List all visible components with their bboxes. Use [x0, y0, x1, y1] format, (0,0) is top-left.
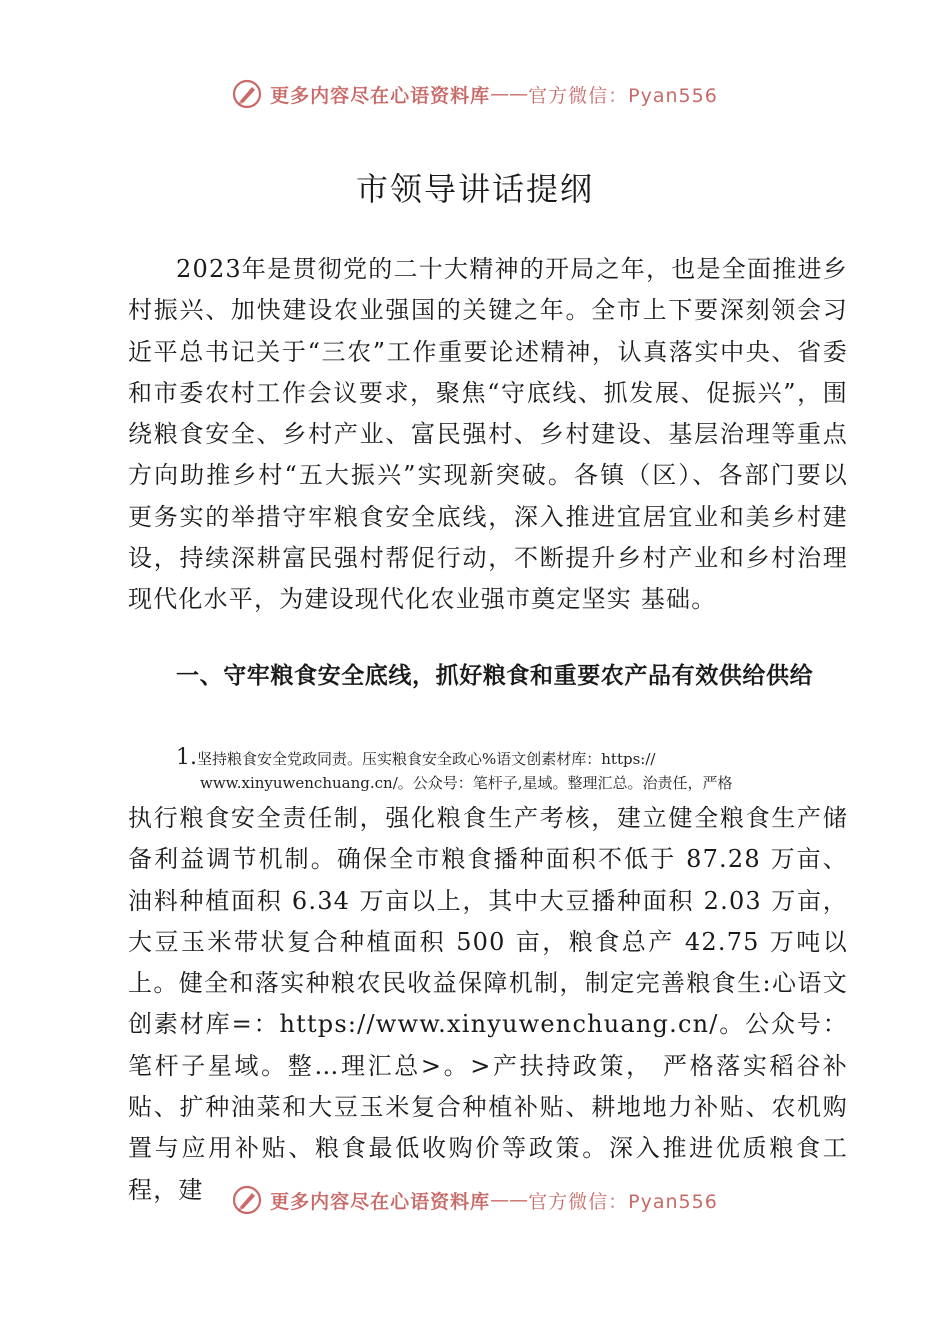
banner-text: 更多内容尽在心语资料库: [270, 84, 491, 107]
banner-separator: ——: [490, 83, 529, 105]
body-paragraph: 执行粮食安全责任制，强化粮食生产考核，建立健全粮食生产储备利益调节机制。确保全市粮食播种面积不低于 87.28 万亩、油料种植面积 6.34 万亩以上，其中大豆播种面积 2.03 万亩，大豆玉米带状复合种植面积 500 亩，粮食总产 42.75 万吨以上。健全和落实种粮农民收益保障机制，制定完善粮食生:心语文创素材库=：https://www.xinyuwenchuang.cn/。公众号：笔杆子星域。整…理汇总>。>产扶持政策， 严格落实稻谷补贴、扩种油菜和大豆玉米复合种植补贴、耕地地力补贴、农机购置与应用补贴、粮食最低收购价等政策。深入推进优质粮食工程，建: [128, 804, 848, 1204]
note-line-2: www.xinyuwenchuang.cn/。公众号：笔杆子,星域。整理汇总。治责任，严格: [200, 774, 733, 792]
note-line-1: 坚持粮食安全党政同责。压实粮食安全政心%语文创素材库：https://: [197, 750, 656, 768]
pen-logo-icon: [232, 79, 262, 109]
document-title: 市领导讲话提纲: [355, 170, 594, 208]
pen-logo-icon: [232, 1185, 262, 1215]
intro-paragraph: 2023年是贯彻党的二十大精神的开局之年，也是全面推进乡村振兴、加快建设农业强国的关键之年。全市上下要深刻领会习近平总书记关于“三农”工作重要论述精神，认真落实中央、省委和市委农村工作会议要求，聚焦“守底线、抓发展、促振兴”，围绕粮食安全、乡村产业、富民强村、乡村建设、基层治理等重点方向助推乡村“五大振兴”实现新突破。各镇（区）、各部门要以更务实的举措守牢粮食安全底线，深入推进宜居宜业和美乡村建设，持续深耕富民强村帮促行动，不断提升乡村产业和乡村治理现代化水平，为建设现代化农业强市奠定坚实 基础。: [128, 255, 848, 614]
header-watermark-banner: [0, 74, 950, 114]
banner-contact: 官方微信：Pyan556: [528, 84, 718, 107]
banner-contact: 官方微信：Pyan556: [528, 1190, 718, 1213]
item-number: 1.: [176, 745, 197, 770]
footer-watermark-banner: [0, 1180, 950, 1220]
section-one-heading: 一、守牢粮食安全底线，抓好粮食和重要农产品有效供给供给: [176, 663, 814, 689]
item-one-note: [176, 746, 816, 795]
banner-separator: ——: [490, 1189, 529, 1211]
banner-text: 更多内容尽在心语资料库: [270, 1190, 491, 1213]
